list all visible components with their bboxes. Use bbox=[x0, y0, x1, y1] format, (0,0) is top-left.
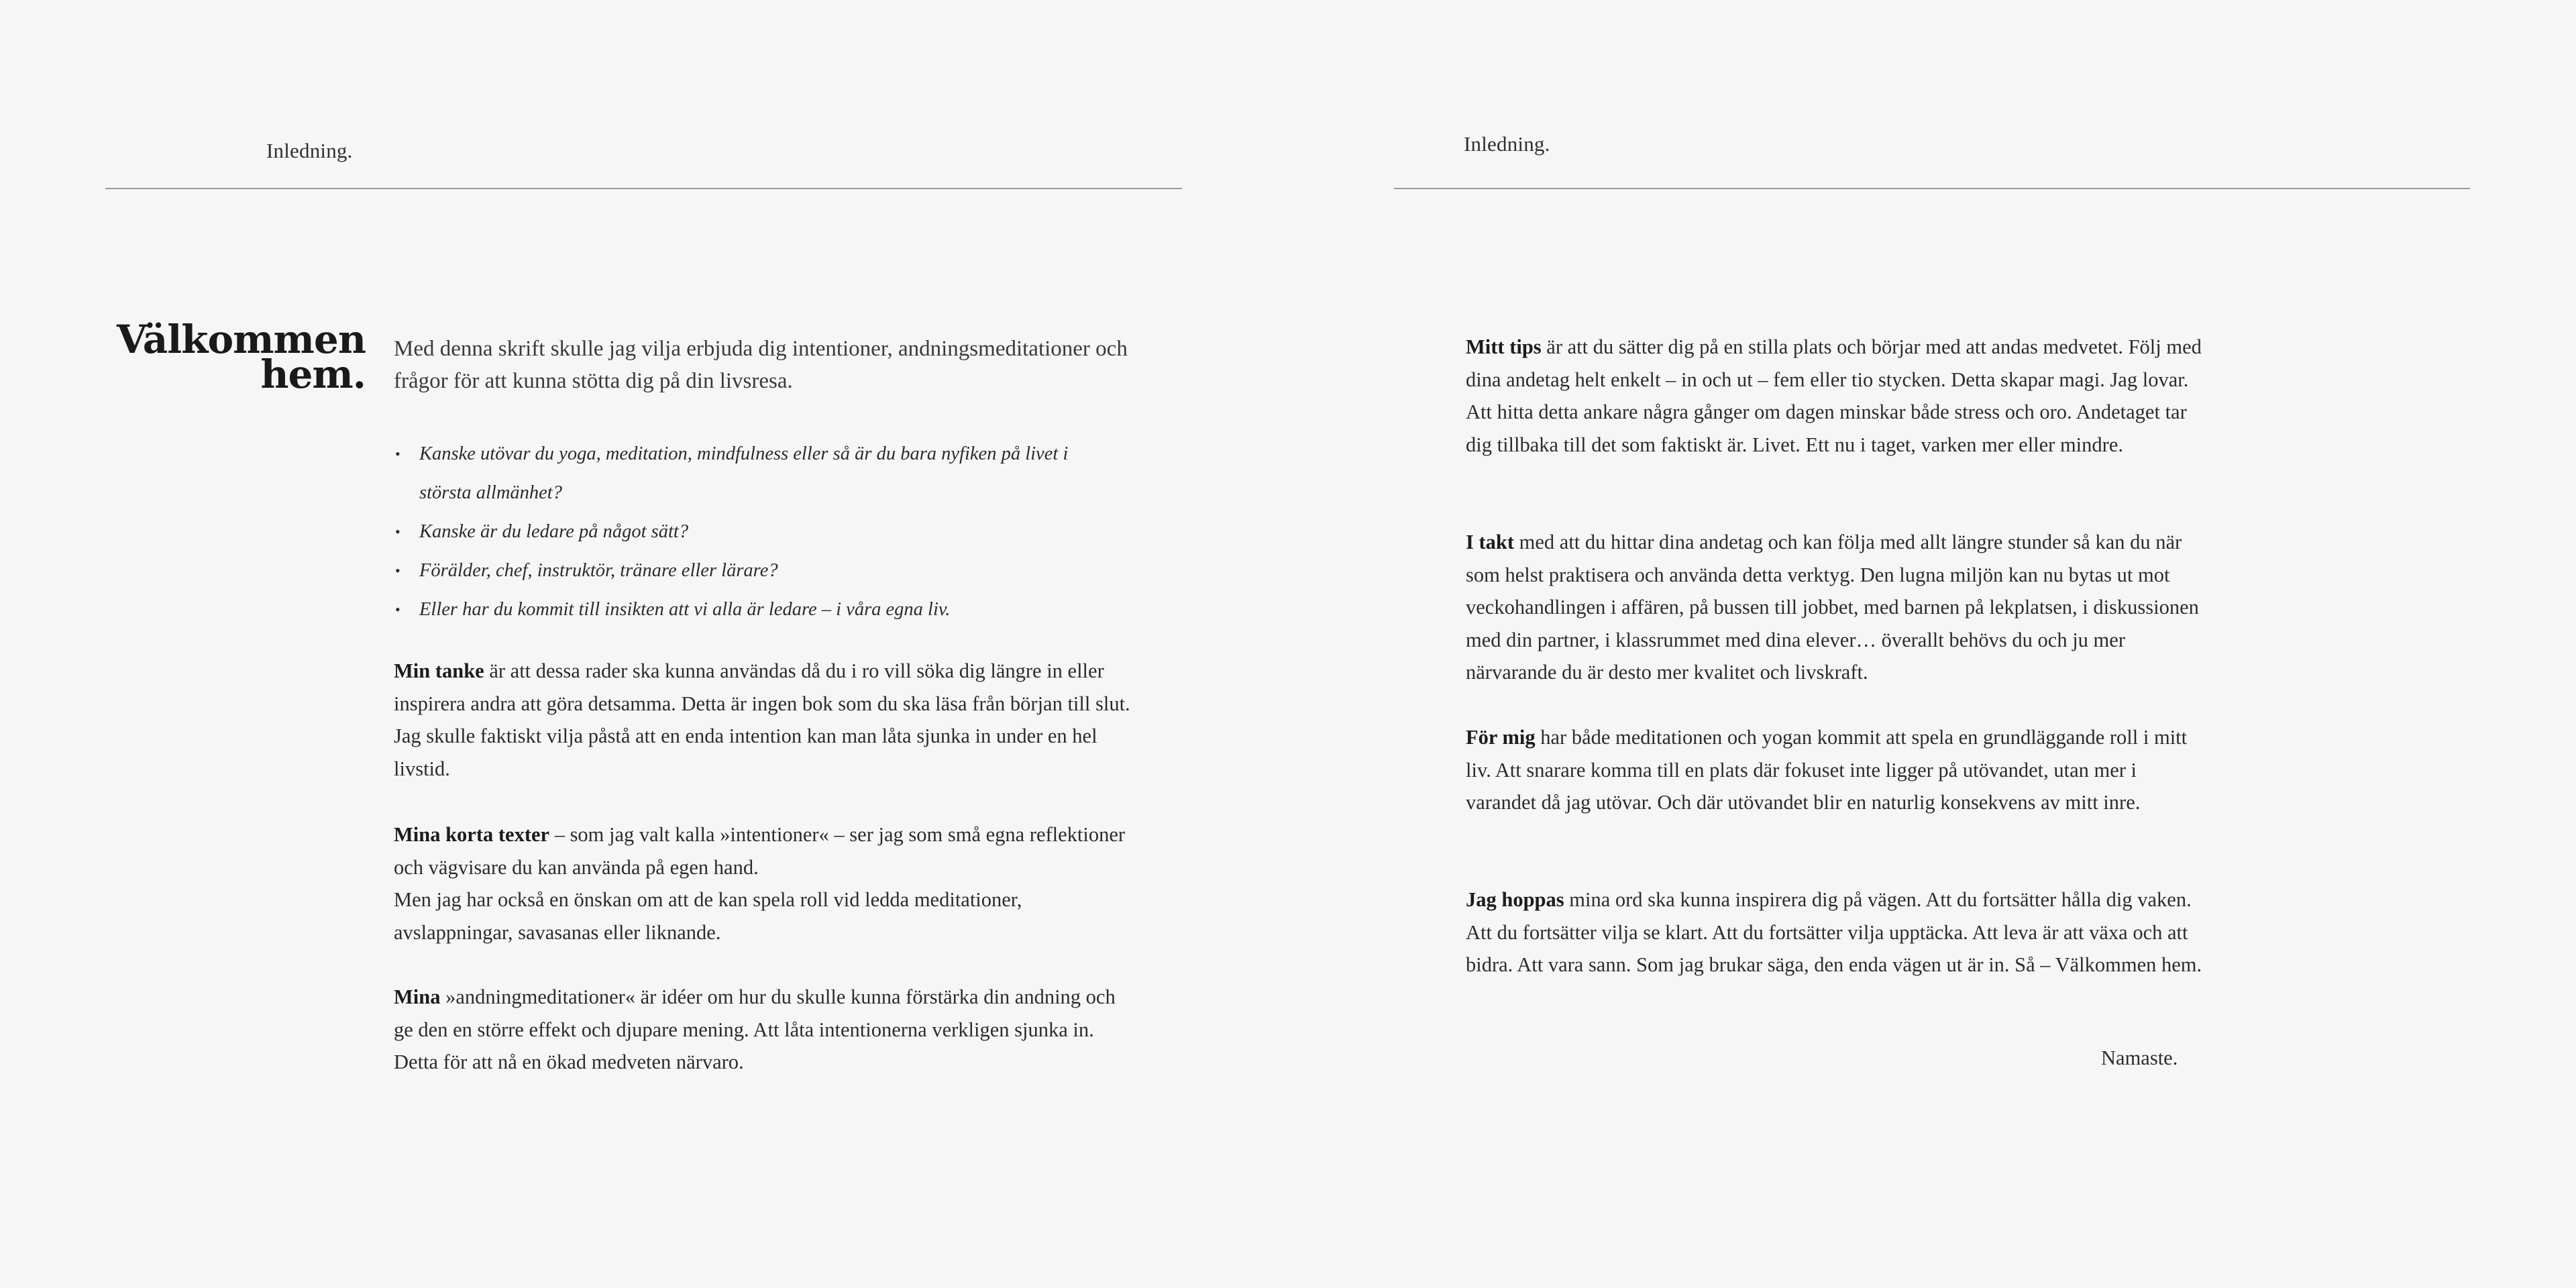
paragraph-for-mig bbox=[1466, 721, 2207, 819]
running-head-left: Inledning. bbox=[266, 139, 353, 162]
list-item: • Eller har du kommit till insikten att vi alla är ledare – i våra egna liv. bbox=[394, 590, 1098, 629]
running-head-right: Inledning. bbox=[1464, 132, 1550, 156]
paragraph-lead: För mig bbox=[1466, 726, 1536, 749]
paragraph-lead: Mina bbox=[394, 985, 441, 1008]
paragraph-i-takt bbox=[1466, 526, 2207, 689]
paragraph-lead: Jag hoppas bbox=[1466, 888, 1564, 911]
paragraph-text: mina ord ska kunna inspirera dig på vägen. Att du fortsätter hålla dig vaken. Att du fortsätter vilja se klart. Att du fortsätter vilja upptäcka. Att leva är att växa och att bidra. Att vara sann. Som jag brukar säga, den enda vägen ut är in. Så – Välkommen hem. bbox=[1466, 888, 2202, 976]
paragraph-mina-korta-texter bbox=[394, 818, 1138, 949]
signoff: Namaste. bbox=[2101, 1046, 2178, 1069]
page-title-line1: Välkommen bbox=[117, 317, 366, 362]
paragraph-mitt-tips bbox=[1466, 331, 2207, 461]
list-item: • Kanske är du ledare på något sätt? bbox=[394, 513, 1098, 551]
paragraph-mina bbox=[394, 981, 1138, 1079]
right-page bbox=[1288, 0, 2576, 1288]
paragraph-text: är att du sätter dig på en stilla plats och börjar med att andas medvetet. Följ med dina andetag helt enkelt – in och ut – fem eller tio stycken. Detta skapar magi. Jag lovar. Att hitta detta ankare några gånger om dagen minskar både stress och oro. Andetaget tar dig tillbaka till det som faktiskt är. Livet. Ett nu i taget, varken mer eller mindre. bbox=[1466, 335, 2202, 456]
page-title-line2: hem. bbox=[260, 352, 366, 397]
header-rule-left bbox=[105, 188, 1182, 189]
page-title bbox=[101, 317, 366, 397]
paragraph-lead: Mitt tips bbox=[1466, 335, 1542, 358]
paragraph-lead: I takt bbox=[1466, 531, 1515, 553]
paragraph-lead: Min tanke bbox=[394, 659, 484, 682]
question-list bbox=[394, 435, 1098, 629]
paragraph-text: har både meditationen och yogan kommit att spela en grundläggande roll i mitt liv. Att snarare komma till en plats där fokuset inte ligger på utövandet, utan mer i varandet då jag utövar. Och där utövandet blir en naturlig konsekvens av mitt inre. bbox=[1466, 726, 2188, 814]
paragraph-text-continued: Men jag har också en önskan om att de kan spela roll vid ledda meditationer, avslappningar, savasanas eller liknande. bbox=[394, 888, 1022, 944]
paragraph-lead: Mina korta texter bbox=[394, 823, 550, 846]
list-item: • Kanske utövar du yoga, meditation, mindfulness eller så är du bara nyfiken på livet i största allmänhet? bbox=[394, 435, 1077, 513]
paragraph-text: med att du hittar dina andetag och kan följa med allt längre stunder så kan du när som helst praktisera och använda detta verktyg. Den lugna miljön kan nu bytas ut mot veckohandlingen i affären, på bussen till jobbet, med barnen på lekplatsen, i diskussionen med din partner, i klassrummet med dina elever… överallt behövs du och ju mer närvarande du är desto mer kvalitet och livskraft. bbox=[1466, 531, 2199, 684]
header-rule-right bbox=[1394, 188, 2470, 189]
intro-paragraph: Med denna skrift skulle jag vilja erbjuda dig intentioner, andningsmeditationer och frågor för att kunna stötta dig på din livsresa. bbox=[394, 337, 1128, 393]
paragraph-jag-hoppas bbox=[1466, 883, 2207, 981]
paragraph-text: är att dessa rader ska kunna användas då du i ro vill söka dig längre in eller inspirera andra att göra detsamma. Detta är ingen bok som du ska läsa från början till slut. Jag skulle faktiskt vilja påstå att en enda intention kan man låta sjunka in under en hel livstid. bbox=[394, 659, 1130, 780]
paragraph-min-tanke bbox=[394, 655, 1138, 785]
list-item: • Förälder, chef, instruktör, tränare eller lärare? bbox=[394, 551, 1098, 590]
paragraph-text: – som jag valt kalla »intentioner« – ser jag som små egna reflektioner och vägvisare du kan använda på egen hand. bbox=[394, 823, 1126, 879]
paragraph-text: »andningmeditationer« är idéer om hur du skulle kunna förstärka din andning och ge den en större effekt och djupare mening. Att låta intentionerna verkligen sjunka in. Detta för att nå en ökad medveten närvaro. bbox=[394, 985, 1116, 1073]
